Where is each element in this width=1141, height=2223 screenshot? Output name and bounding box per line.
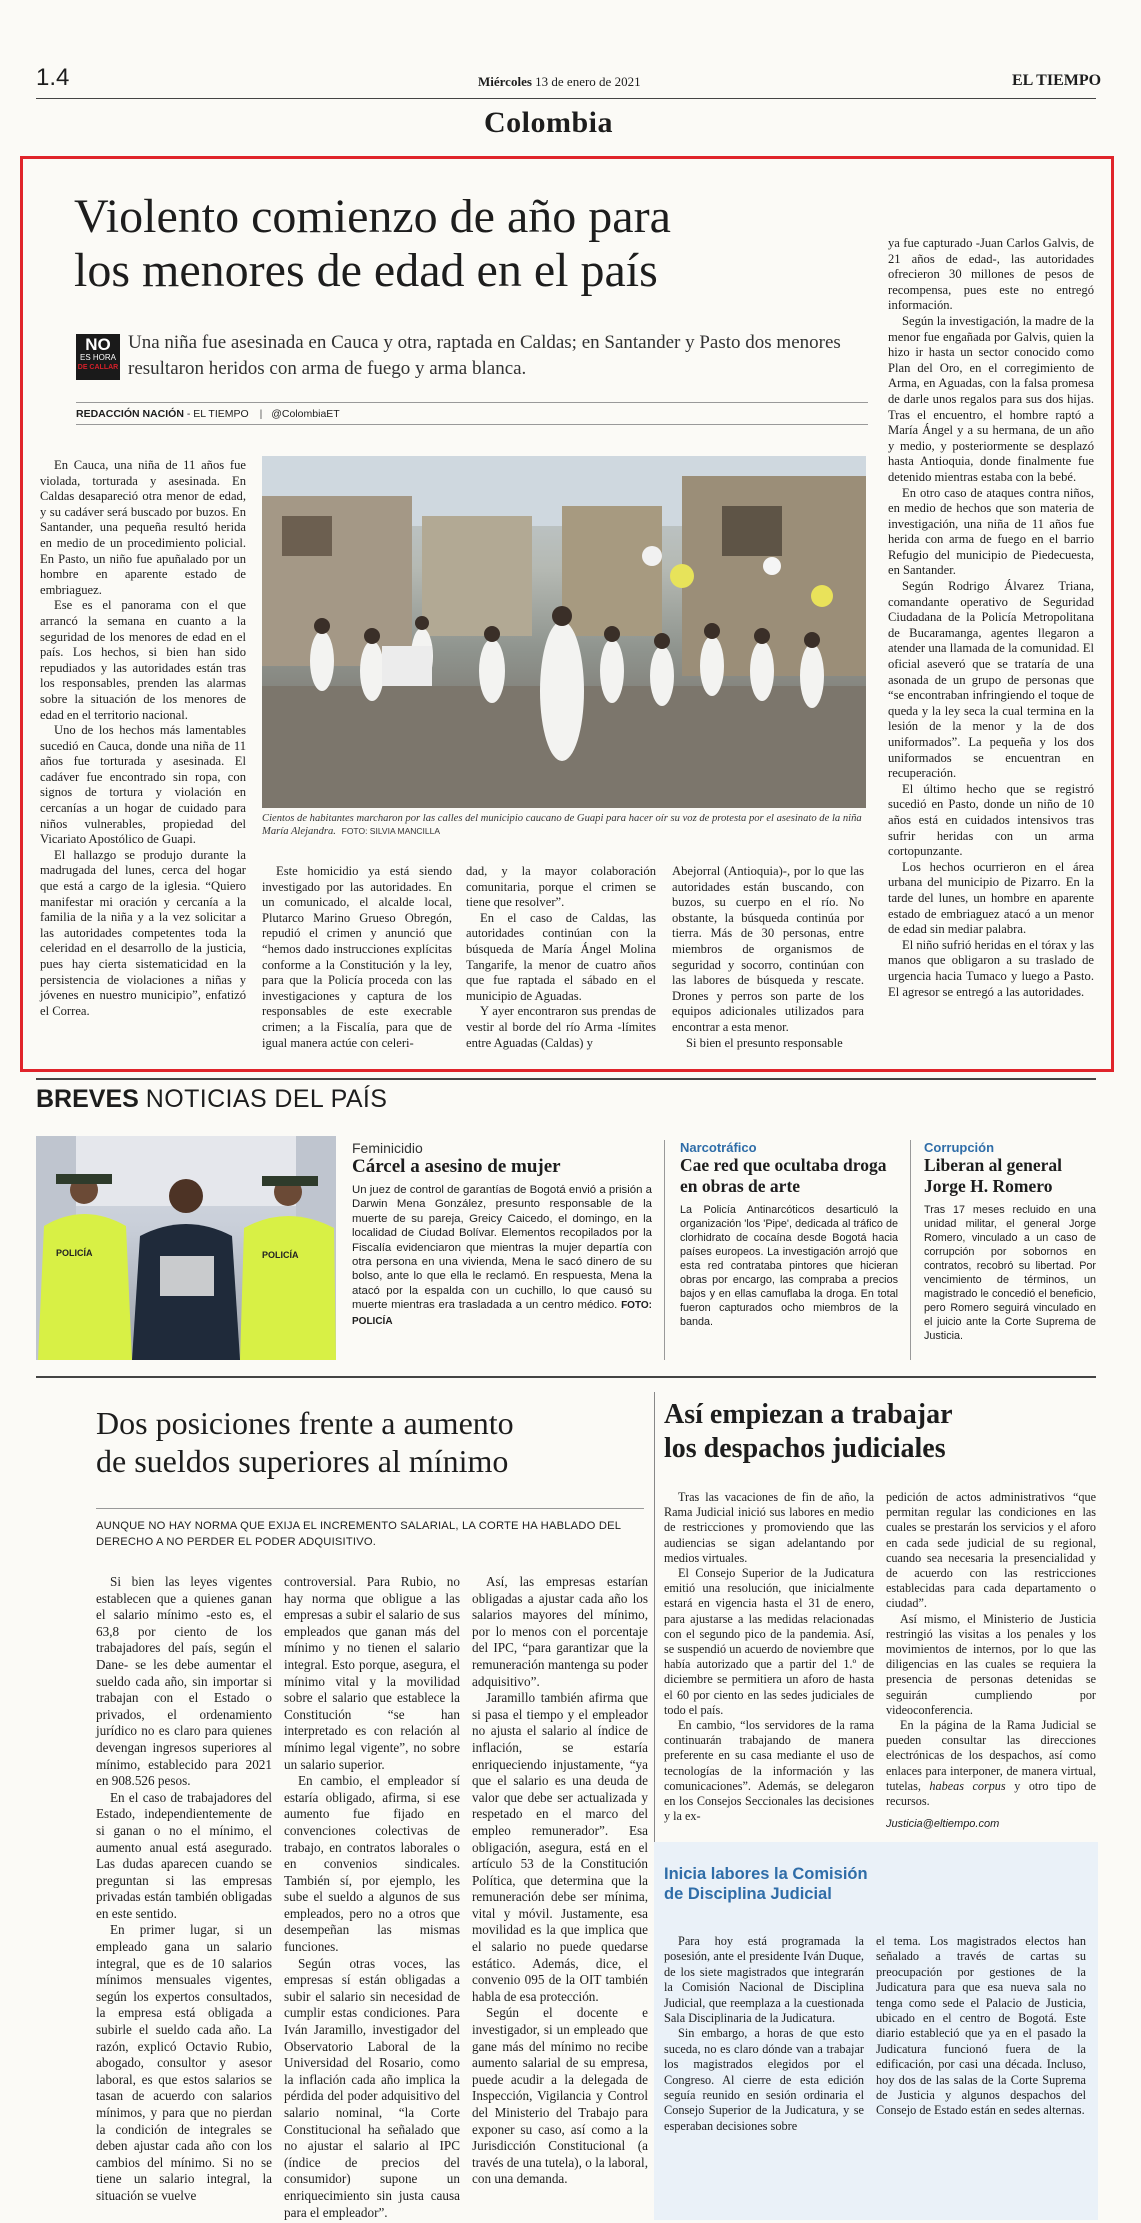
bottom-section-rule xyxy=(36,1376,1096,1378)
salary-col-1-p2: En el caso de trabajadores del Estado, independientemente de si ganan o no el mínimo, el aumento anual está asegurado. Las dudas aparecen cuando se preguntan si las empresas privadas están también obligadas en este sentido. xyxy=(96,1789,272,1921)
logo-line1: NO xyxy=(85,335,111,354)
breves-label xyxy=(36,1084,387,1114)
breves-label-rest: NOTICIAS DEL PAÍS xyxy=(145,1085,388,1113)
commission-headline-line2: de Disciplina Judicial xyxy=(664,1885,832,1903)
breve-corrupcion xyxy=(924,1140,1096,1343)
main-col-1-p2: Ese es el panorama con el que arrancó la semana en cuanto a la seguridad de los menores de edad en el país. Los hechos, si bien han sido repudiados y las autoridades están tras los responsables, prenden las alarmas sobre la situación de los menores de edad en el territorio nacional. xyxy=(40,598,246,722)
main-col-5-p5: El último hecho que se registró sucedió en Pasto, donde un niño de 10 años está en cuidados intensivos tras sufrir heridas con un arma cortopunzante. xyxy=(888,781,1094,859)
salary-deck: AUNQUE NO HAY NORMA QUE EXIJA EL INCREMENTO SALARIAL, LA CORTE HA HABLADO DEL DERECHO A NO PERDER EL PODER ADQUISITIVO. xyxy=(96,1520,621,1548)
salary-col-1-p1: Si bien las leyes vigentes establecen que a quienes ganan el salario mínimo -esto es, el 63,8 por ciento de los trabajadores del país, según el Dane- se les debe aumentar el sueldo cada año, sin importar si trabajan con el Estado o privados, el ordenamiento jurídico no es claro para quienes devengan ingresos superiores al mínimo, establecido para 2021 en 908.526 pesos. xyxy=(96,1574,272,1789)
breve-1-credit: FOTO: POLICÍA xyxy=(352,1300,652,1327)
logo-line2: ES HORA xyxy=(79,353,116,362)
logo-line3: DE CALLAR xyxy=(77,364,119,371)
breve-1-body-text: Un juez de control de garantías de Bogotá envió a prisión a Darwin Mena González, presunto responsable de la muerte de su pareja, Greicy Caicedo, el domingo, en la localidad de Ciudad Bolívar. Elementos recopilados por la Fiscalía evidenciaron que mientras la mujer departía con otra persona en una vivienda, Mena le sacó dinero de su bolso, ante lo que ella le reclamó. En respuesta, Mena la atacó por la espalda con un cuchillo, lo que causó su muerte mientras era trasladada a un centro médico. xyxy=(352,1184,652,1312)
commission-col-1-p1: Para hoy está programada la posesión, ante el presidente Iván Duque, de los siete magistrados que integrarán la Comisión Nacional de Disciplina Judicial, que reemplaza a la cuestionada Sala Disciplinaria de la Judicatura. xyxy=(664,1934,864,2026)
vest-label-left: POLICÍA xyxy=(56,1248,93,1258)
photo-caption-text: Cientos de habitantes marcharon por las calles del municipio caucano de Guapi para hacer oír su voz de protesta por el asesinato de la niña María Alejandra. xyxy=(262,813,862,837)
commission-col-2-p1: el tema. Los magistrados electos han señalado a través de cartas su preocupación por gestiones de la Judicatura para que esa nueva sala no tenga como sede el Palacio de Justicia, ubicado en el centro de Bogotá. Este diario estableció que ya en el pasado la Judicatura funcionó fuera de la edificación, por casi una década. Incluso, hoy dos de las salas de la Corte Suprema de Justicia y algunos despachos del Consejo de Estado están en sedes alternas. xyxy=(876,1934,1086,2118)
breves-divider-1 xyxy=(664,1140,665,1360)
main-col-3-p1: dad, y la mayor colaboración comunitaria, porque el crimen se tiene que resolver”. xyxy=(466,864,656,910)
byline-author: REDACCIÓN NACIÓN xyxy=(76,408,184,420)
main-headline xyxy=(74,190,874,298)
main-col-2-p1: Este homicidio ya está siendo investigado por las autoridades. En un comunicado, el alcalde local, Plutarco Marino Grueso Obregón, repudió el crimen y anunció que “hemos dado instrucciones explícitas conforme a la Constitución y la ley, para que la Policía proceda con las investigaciones y captura de los responsables de este execrable crimen; a la Fiscalía, para que de igual manera actúe con celeri- xyxy=(262,864,452,1050)
byline-outlet: - EL TIEMPO xyxy=(183,408,249,420)
commission-col-2 xyxy=(876,1934,1086,2119)
breve-3-title: Liberan al general Jorge H. Romero xyxy=(924,1155,1063,1196)
courts-col-1 xyxy=(664,1490,874,1824)
commission-headline xyxy=(664,1864,1084,1904)
salary-col-3 xyxy=(472,1574,648,2188)
courts-col-2 xyxy=(886,1490,1096,1832)
salary-col-1-p3: En primer lugar, si un empleado gana un salario integral, que es de 10 salarios mínimos mensuales vigentes, según los expertos consultados, la empresa está obligada a subirle el sueldo cada año. La razón, explicó Octavio Rubio, abogado, consultor y asesor laboral, es que estos salarios se tasan de acuerdo con salarios mínimos, y para que no pierdan la condición de integrales se deben ajustar cada año con los cambios del mínimo. Si no se tiene un salario integral, la situación se vuelve xyxy=(96,1922,272,2203)
main-col-5-p1: ya fue capturado -Juan Carlos Galvis, de 21 años de edad-, las autoridades ofrecieron 30 millones de pesos de recompensa, pues este no entregó información. xyxy=(888,236,1094,313)
breves-label-bold: BREVES xyxy=(36,1085,139,1113)
photo-caption xyxy=(262,812,866,838)
main-col-3-p3: Y ayer encontraron sus prendas de vestir al borde del río Arma -límites entre Aguadas (Caldas) y xyxy=(466,1004,656,1050)
courts-col-1-p2: El Consejo Superior de la Judicatura emitió una resolución, que inicialmente estará en vigencia hasta el 31 de enero, para ajustarse a las medidas relacionadas con el segundo pico de la pandemia. Así, se suspendió un acuerdo de noviembre que había autorizado que a partir del 1.º de diciembre se permitiera un aforo de hasta el 60 por ciento en las sedes judiciales de todo el país. xyxy=(664,1566,874,1717)
main-col-5-p2: Según la investigación, la madre de la menor fue engañada por Galvis, quien la hizo ir hasta un sector conocido como Plan del Oro, en el corregimiento de Arma, en Aguadas, con la falsa promesa de darle unos regalos para sus dos hijas. Tras el encuentro, el hombre raptó a María Ángel y a su hermana, de un año y medio, y posteriormente se desplazó hasta Antioquia, donde finalmente fue detenido mientras estaba con la bebé. xyxy=(888,313,1094,484)
byline: REDACCIÓN NACIÓN - EL TIEMPO | @ColombiaET xyxy=(76,408,340,420)
courts-headline-line1: Así empiezan a trabajar xyxy=(664,1399,953,1430)
main-col-3-p2: En el caso de Caldas, las autoridades continúan con la búsqueda de María Ángel Molina Tangarife, la menor de cuatro años que fue raptada el sábado en el municipio de Aguadas. xyxy=(466,910,656,1003)
breves-photo xyxy=(36,1136,336,1360)
courts-col-1-p3: En cambio, “los servidores de la rama continuarán trabajando de manera preferente en su casa mediante el uso de tecnologías de la información y las comunicaciones”. Además, se delegaron en los Consejos Seccionales las decisiones y la ex- xyxy=(664,1718,874,1824)
breve-2-body: La Policía Antinarcóticos desarticuló la organización 'los 'Pipe', dedicada al tráfico de clorhidrato de cocaína desde Bogotá hacia países europeos. La investigación arrojó que esta red contrataba pintores que hicieran obras por encargo, las compraba a precios bajos y en ellas camuflaba la droga. En total fueron capturados ocho miembros de la banda. xyxy=(680,1204,898,1328)
march-photo-illustration xyxy=(262,456,866,808)
breve-3-tag: Corrupción xyxy=(924,1140,995,1155)
commission-col-1 xyxy=(664,1934,864,2134)
photo-credit: FOTO: SILVIA MANCILLA xyxy=(341,826,441,836)
main-headline-line2: los menores de edad en el país xyxy=(74,244,658,297)
main-col-5 xyxy=(888,236,1094,1000)
courts-col-2-p3-italic: habeas corpus xyxy=(929,1778,1006,1793)
main-col-1-p4: El hallazgo se produjo durante la madrugada del lunes, cerca del hogar que está a cargo de la iglesia. “Quiero manifestar mi oración y cercanía a la familia de la niña y a la vez solicitar a las autoridades competentes toda la celeridad en el desarrollo de la justicia, pues hay cierta sistematicidad en la persistencia de violaciones a niñas y jóvenes en nuestro municipio”, enfatizó el Correa. xyxy=(40,847,246,1018)
main-col-2 xyxy=(262,864,452,1051)
courts-col-2-p2: Así mismo, el Ministerio de Justicia restringió las visitas a los penales y los movimientos de internos, por lo que las diligencias en las cuales se requiera la presencia de personas detenidas se seguirán cumpliendo por videoconferencia. xyxy=(886,1611,1096,1717)
main-deck: Una niña fue asesinada en Cauca y otra, raptada en Caldas; en Santander y Pasto dos menores resultaron heridos con arma de fuego y arma blanca. xyxy=(128,332,841,379)
main-headline-line1: Violento comienzo de año para xyxy=(74,190,671,243)
byline-rule-bottom xyxy=(76,424,868,425)
section-title: Colombia xyxy=(484,106,614,139)
courts-headline-line2: los despachos judiciales xyxy=(664,1433,946,1464)
breve-narcotrafico xyxy=(680,1140,898,1329)
salary-headline-line1: Dos posiciones frente a aumento xyxy=(96,1405,514,1441)
courts-contact-email[interactable]: Justicia@eltiempo.com xyxy=(886,1818,1000,1831)
main-col-3 xyxy=(466,864,656,1051)
date-rest: 13 de enero de 2021 xyxy=(535,74,641,89)
breves-divider-2 xyxy=(910,1140,911,1360)
breve-2-tag: Narcotráfico xyxy=(680,1140,757,1155)
salary-deck-rule xyxy=(96,1508,644,1509)
campaign-logo xyxy=(76,334,120,380)
breve-2-title: Cae red que ocultaba droga en obras de arte xyxy=(680,1155,887,1196)
breve-1-tag: Feminicidio xyxy=(352,1140,423,1156)
main-col-1-p3: Uno de los hechos más lamentables sucedió en Cauca, donde una niña de 11 años fue torturada y asesinada. El cadáver fue encontrado sin ropa, con signos de tortura y violación en cercanías a un hogar de cuidado para niños vulnerables, propiedad del Vicariato Apostólico de Guapi. xyxy=(40,723,246,847)
main-col-5-p6: Los hechos ocurrieron en el área urbana del municipio de Pizarro. En la tarde del lunes, un hombre en aparente estado de embriaguez atacó a un menor de edad sin mediar palabra. xyxy=(888,859,1094,937)
brand-logo: EL TIEMPO xyxy=(1012,72,1102,89)
salary-col-2 xyxy=(284,1574,460,2221)
commission-col-1-p2: Sin embargo, a horas de que esto suceda, no es claro dónde van a trabajar los magistrados elegidos por el Congreso. Al cierre de esta edición seguía reunido en sesión ordinaria el Consejo Superior de la Judicatura, y se esperaban decisiones sobre xyxy=(664,2026,864,2133)
courts-col-2-p3-post: y otro tipo de recursos. xyxy=(886,1778,1096,1809)
byline-handle: @ColombiaET xyxy=(271,408,340,420)
salary-col-3-p2: Jaramillo también afirma que si pasa el tiempo y el empleador no ajusta el salario al índice de inflación, se estaría enriqueciendo injustamente, “ya que el salario es una deuda de valor que debe ser actualizada y respetado en el marco del empleo remunerador”. Esa obligación, asegura, está en el artículo 53 de la Constitución Política, que determina que la remuneración debe ser mínima, vital y móvil. Justamente, esa movilidad es la que implica que el salario no puede quedarse estático. Además, dice, el convenio 095 de la OIT también habla de esa protección. xyxy=(472,1690,648,2004)
breve-feminicidio xyxy=(352,1140,652,1329)
courts-col-1-p1: Tras las vacaciones de fin de año, la Rama Judicial inició sus labores en medio de restricciones y promoviendo que las audiencias se sigan adelantando por medios virtuales. xyxy=(664,1490,874,1565)
page-number: 1.4 xyxy=(36,64,70,91)
main-col-5-p4: Según Rodrigo Álvarez Triana, comandante operativo de Seguridad Ciudadana de la Policía Metropolitana de Bucaramanga, agentes llegaron a atender una llamada de la comunidad. El oficial aseveró que se trataría de una asonada de un grupo de personas que “se encontraban infringiendo el toque de queda y la ley seca la cual termina en la lesión de la menor y la de dos uniformados”. La pequeña y los dos uniformados se encuentran en recuperación. xyxy=(888,579,1094,781)
courts-headline xyxy=(664,1398,1094,1466)
breve-1-title: Cárcel a asesino de mujer xyxy=(352,1156,561,1177)
main-col-1 xyxy=(40,458,246,1019)
main-col-4 xyxy=(672,864,864,1051)
courts-col-2-p3-pre: En la página de la Rama Judicial se pueden consultar las direcciones electrónicas de los despachos, así como enlaces para interponer, de manera virtual, tutelas, xyxy=(886,1718,1096,1793)
breve-1-body xyxy=(352,1183,652,1329)
main-col-4-p1: Abejorral (Antioquia)-, por lo que las autoridades están buscando, con buzos, su cuerpo en el río. No obstante, la búsqueda continúa por tierra. Más de 30 personas, entre miembros de organismos de seguridad y socorro, continúan con las labores de búsqueda y rescate. Drones y perros son parte de los equipos adicionales utilizados para encontrar a esta menor. xyxy=(672,864,864,1034)
date-day: Miércoles xyxy=(478,74,532,89)
date-line xyxy=(478,74,641,90)
main-col-5-p7: El niño sufrió heridas en el tórax y las manos que obligaron a su traslado de urgencia hacia Tumaco y luego a Pasto. El agresor se entregó a las autoridades. xyxy=(888,937,1094,999)
courts-col-2-p3 xyxy=(886,1718,1096,1809)
salary-col-1 xyxy=(96,1574,272,2205)
byline-rule-top xyxy=(76,402,868,403)
salary-col-2-p3: Según otras voces, las empresas sí están obligadas a subir el salario sin necesidad de cumplir estas condiciones. Para Iván Jaramillo, investigador del Observatorio Laboral de la Universidad del Rosario, como la inflación cada año implica la pérdida del poder adquisitivo del salario nominal, “la Corte Constitucional ha señalado que no ajustar el salario al IPC (índice de precios del consumidor) supone un enriquecimiento sin justa causa para el empleador”. xyxy=(284,1955,460,2220)
salary-col-2-p1: controversial. Para Rubio, no hay norma que obligue a las empresas a subir el salario de sus empleados que ganan más del mínimo y no tienen el salario integral. Esto porque, asegura, el mínimo vital y la movilidad sobre el salario que establece la Constitución “se han interpretado es con relación al mínimo legal vigente”, no sobre un salario superior. xyxy=(284,1574,460,1772)
salary-headline xyxy=(96,1404,656,1480)
main-col-5-p3: En otro caso de ataques contra niños, en medio de hechos que son materia de investigación, una niña de 11 años fue herida con arma de fuego en el barrio Refugio del municipio de Piedecuesta, en Santander. xyxy=(888,485,1094,578)
salary-col-3-p3: Según el docente e investigador, si un empleado que gane más del mínimo no recibe aumento salarial de su empresa, puede acudir a la delegada de Inspección, Vigilancia y Control del Ministerio del Trabajo para exponer su caso, así como a la Jurisdicción Constitucional (a través de una tutela), o la laboral, con una demanda. xyxy=(472,2005,648,2187)
main-col-4-p2: Si bien el presunto responsable xyxy=(686,1035,843,1050)
courts-col-2-p1: pedición de actos administrativos “que permitan regular las condiciones en las cuales se prestarán los servicios y el aforo en cada sede judicial de su regional, cuando sea necesaria la presencialidad y de acuerdo con las restricciones establecidas para cada departamento o ciudad”. xyxy=(886,1490,1096,1611)
vest-label-right: POLICÍA xyxy=(262,1250,299,1260)
header-rule xyxy=(36,98,1096,99)
salary-headline-line2: de sueldos superiores al mínimo xyxy=(96,1443,509,1479)
salary-col-3-p1: Así, las empresas estarían obligadas a ajustar cada año los salarios mayores del mínimo, por lo menos con el porcentaje del IPC, “para garantizar que la remuneración mantenga su poder adquisitivo”. xyxy=(472,1574,648,1689)
commission-headline-line1: Inicia labores la Comisión xyxy=(664,1865,868,1883)
main-photo xyxy=(262,456,866,808)
breve-3-body: Tras 17 meses recluido en una unidad militar, el general Jorge Romero, vinculado a un caso de corrupción por sobornos en contratos, recobró su libertad. Por vencimiento de términos, un magistrado le concedió el beneficio, pero Romero seguirá vinculado en el juicio ante la Corte Suprema de Justicia. xyxy=(924,1204,1096,1342)
breves-rule xyxy=(36,1078,1096,1080)
main-col-1-p1: En Cauca, una niña de 11 años fue violada, torturada y asesinada. En Caldas desapareció otra menor de edad, y su cadáver será buscado por buzos. En Santander, una pequeña resultó herida en medio de un procedimiento policial. En Pasto, un niño fue apuñalado por un hombre en aparente estado de embriaguez. xyxy=(40,458,246,597)
salary-col-2-p2: En cambio, el empleador sí estaría obligado, afirma, si ese aumento fue fijado en convenciones colectivas de trabajo, en contratos laborales o en convenios sindicales. También sí, por ejemplo, les sube el sueldo a algunos de sus empleados, pero no a otros que desempeñan las mismas funciones. xyxy=(284,1773,460,1955)
arrest-photo-illustration xyxy=(36,1136,336,1360)
